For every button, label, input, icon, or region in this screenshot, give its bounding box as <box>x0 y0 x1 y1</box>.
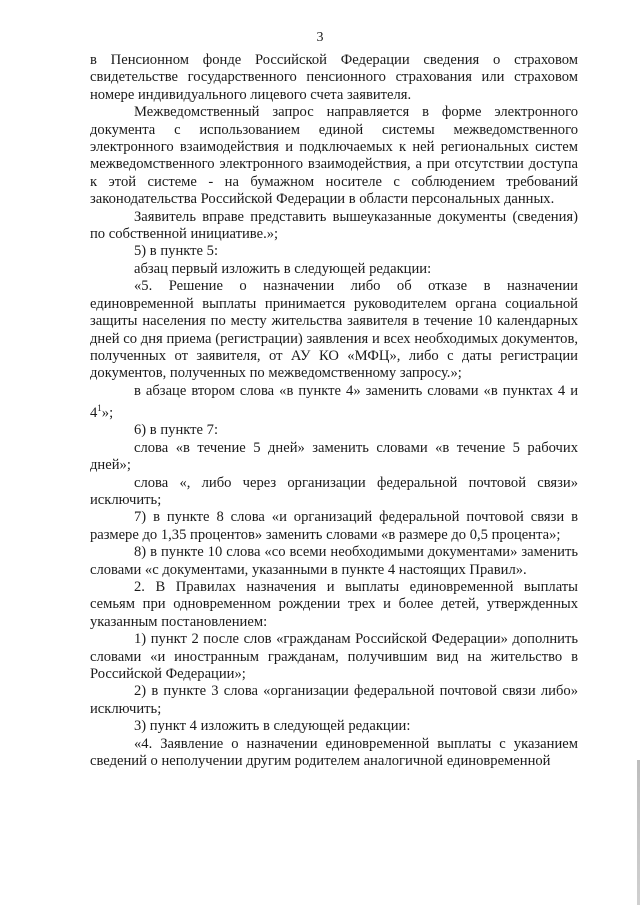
paragraph-text: слова «, либо через организации федеральной почтовой связи» исключить; <box>90 474 578 509</box>
paragraph-text: 1) пункт 2 после слов «гражданам Российской Федерации» дополнить словами «и иностранным гражданам, получившим вид на жительство в Российской Федерации»; <box>90 631 578 683</box>
paragraph-text: абзац первый изложить в следующей редакции: <box>134 260 432 277</box>
paragraph-text: 5) в пункте 5: <box>134 243 219 260</box>
paragraph-text: 2. В Правилах назначения и выплаты единовременной выплаты семьям при одновременном рождении трех и более детей, утвержденных указанным постановлением: <box>90 579 578 630</box>
paragraph-pfr-info <box>90 52 578 104</box>
paragraph-working-days <box>90 440 578 475</box>
paragraph-text: Заявитель вправе представить вышеуказанные документы (сведения) по собственной инициативе.»; <box>90 208 578 243</box>
paragraph-text: «5. Решение о назначении либо об отказе в назначении единовременной выплаты принимается руководителем органа социальной защиты населения по месту жительства заявителя в течение 10 календарных дней со дня приема (регистрации) заявления и всех необходимых документов, полученных от заявителя, от АУ КО «МФЦ», либо с даты регистрации документов, полученных по межведомственному запросу.»; <box>90 278 578 382</box>
paragraph-text: 7) в пункте 8 слова «и организаций федеральной почтовой связи в размере до 1,35 процентов» заменить словами «в размере до 0,5 процента»; <box>90 509 578 543</box>
paragraph-decision <box>90 278 578 382</box>
paragraph-text: в абзаце втором слова «в пункте 4» заменить словами «в пунктах 4 и 4 <box>90 382 578 421</box>
paragraph-text: в Пенсионном фонде Российской Федерации сведения о страховом свидетельстве государственного пенсионного страхования или страховом номере индивидуального лицевого счета заявителя. <box>90 52 578 103</box>
paragraph-text: 6) в пункте 7: <box>134 422 219 439</box>
superscript: 1 <box>97 403 102 414</box>
paragraph-item-5 <box>90 243 578 260</box>
paragraph-rule-item-4 <box>90 718 578 735</box>
paragraph-item-7 <box>90 422 578 439</box>
paragraph-text-tail: »; <box>101 404 114 421</box>
paragraph-text: слова «в течение 5 дней» заменить словами «в течение 5 рабочих дней»; <box>90 439 578 474</box>
document-body <box>90 52 578 771</box>
paragraph-item-10 <box>90 544 578 579</box>
paragraph-text: 8) в пункте 10 слова «со всеми необходимыми документами» заменить словами «с документами, указанными в пункте 4 настоящих Правил». <box>90 544 578 578</box>
paragraph-text: «4. Заявление о назначении единовременной выплаты с указанием сведений о неполучении другим родителем аналогичной единовременной <box>90 735 578 770</box>
paragraph-second-abzac <box>90 383 578 423</box>
paragraph-postal-exclude <box>90 475 578 510</box>
page-number: 3 <box>316 30 324 45</box>
paragraph-item-8 <box>90 509 578 544</box>
paragraph-first-abzac <box>90 261 578 278</box>
paragraph-text: 2) в пункте 3 слова «организации федеральной почтовой связи либо» исключить; <box>90 683 578 717</box>
paragraph-text: Межведомственный запрос направляется в форме электронного документа с использованием единой системы межведомственного электронного взаимодействия и подключаемых к ней региональных систем межведомственного электронного взаимодействия, а при отсутствии доступа к этой системе - на бумажном носителе с соблюдением требований законодательства Российской Федерации в области персональных данных. <box>90 104 578 208</box>
paragraph-applicant-right <box>90 209 578 244</box>
paragraph-interagency-request <box>90 104 578 208</box>
paragraph-section-2 <box>90 579 578 631</box>
paragraph-rule-item-3 <box>90 683 578 718</box>
paragraph-application <box>90 736 578 771</box>
paragraph-rule-item-2 <box>90 631 578 683</box>
paragraph-text: 3) пункт 4 изложить в следующей редакции: <box>134 718 411 735</box>
